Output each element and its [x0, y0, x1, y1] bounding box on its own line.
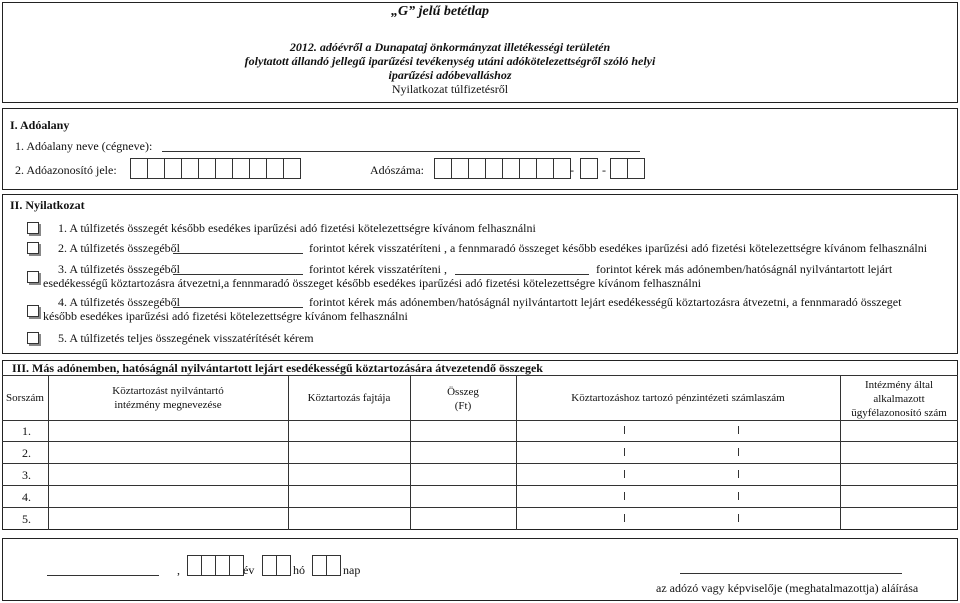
tax-number-dash-1: -: [570, 163, 574, 177]
col-header-szamla: Köztartozáshoz tartozó pénzintézeti számlaszám: [571, 392, 785, 404]
option-3-refund-field[interactable]: [173, 274, 303, 275]
header-line-4: Nyilatkozat túlfizetésről: [391, 82, 509, 96]
option-3-transfer-field[interactable]: [455, 274, 589, 275]
tax-id-cell[interactable]: [266, 158, 284, 179]
col-header-sorszam: Sorszám: [6, 392, 44, 404]
option-4-amount-field[interactable]: [173, 307, 303, 308]
option-2-text-a: 2. A túlfizetés összegéből: [58, 241, 180, 255]
account-dash: [738, 448, 739, 456]
section2-title: II. Nyilatkozat: [10, 198, 85, 212]
col-header-intezmeny-1: Köztartozást nyilvántartó: [112, 385, 224, 397]
amount-dash: [624, 514, 625, 522]
tax-id-cell[interactable]: [130, 158, 148, 179]
table-row-number: 2.: [22, 446, 31, 460]
date-year-cell[interactable]: [201, 555, 216, 576]
amount-dash: [624, 448, 625, 456]
col-header-azon-1: Intézmény által: [864, 379, 934, 391]
date-month-cell[interactable]: [262, 555, 277, 576]
tax-id-cell[interactable]: [232, 158, 250, 179]
table-row-number: 5.: [22, 512, 31, 526]
table-row: [2, 463, 958, 464]
tax-number-cell[interactable]: [580, 158, 598, 179]
option-2-checkbox[interactable]: [27, 242, 39, 254]
account-dash: [738, 514, 739, 522]
header-line-2: folytatott állandó jellegű iparűzési tevékenység utáni adókötelezettségről szóló helyi: [244, 54, 656, 68]
tax-id-cell[interactable]: [164, 158, 182, 179]
tax-id-cell[interactable]: [181, 158, 199, 179]
table-row: [2, 441, 958, 442]
header-line-3: iparűzési adóbevalláshoz: [388, 68, 512, 82]
tax-number-cell[interactable]: [536, 158, 554, 179]
date-month-cell[interactable]: [276, 555, 291, 576]
date-year-cell[interactable]: [187, 555, 202, 576]
tax-id-cell[interactable]: [215, 158, 233, 179]
option-1-checkbox[interactable]: [27, 222, 39, 234]
name-label: 1. Adóalany neve (cégneve):: [15, 139, 153, 153]
account-dash: [738, 492, 739, 500]
option-4-text-c: később esedékes iparűzési adó fizetési kötelezettségre kívánom felhasználni: [43, 309, 408, 323]
col-header-osszeg-1: Összeg: [447, 386, 479, 398]
tax-id-cell[interactable]: [147, 158, 165, 179]
section3-title: III. Más adónemben, hatóságnál nyilvántartott lejárt esedékességű köztartozására átvezetendő összegek: [12, 361, 543, 375]
year-label: év: [243, 563, 255, 577]
col-header-azon-3: ügyfélazonosító szám: [851, 407, 947, 419]
tax-number-cell[interactable]: [553, 158, 571, 179]
option-5-checkbox[interactable]: [27, 332, 39, 344]
col-header-intezmeny-2: intézmény megnevezése: [114, 399, 222, 411]
option-4-text-b: forintot kérek más adónemben/hatóságnál nyilvántartott lejárt esedékességű köztartozásra átvezetni, a fennmaradó összeget: [309, 295, 902, 309]
tax-number-cell[interactable]: [451, 158, 469, 179]
table-row-number: 4.: [22, 490, 31, 504]
tax-number-cell[interactable]: [434, 158, 452, 179]
option-2-text-b: forintot kérek visszatéríteni , a fennmaradó összeget később esedékes iparűzési adó fizetési kötelezettségre kívánom felhasználni: [309, 241, 928, 255]
header-line-1: 2012. adóévről a Dunapataj önkormányzat illetékességi területén: [289, 40, 611, 54]
name-field[interactable]: [162, 151, 640, 152]
option-5-text: 5. A túlfizetés teljes összegének visszatérítését kérem: [58, 331, 314, 345]
tax-id-label: 2. Adóazonosító jele:: [15, 163, 117, 177]
date-year-cell[interactable]: [215, 555, 230, 576]
tax-number-cell[interactable]: [627, 158, 645, 179]
col-header-osszeg-2: (Ft): [454, 400, 472, 412]
month-label: hó: [293, 563, 305, 577]
option-3-checkbox[interactable]: [27, 271, 39, 283]
option-3-text-a: 3. A túlfizetés összegéből: [58, 262, 180, 276]
amount-dash: [624, 470, 625, 478]
table-row: [2, 507, 958, 508]
table-row-number: 3.: [22, 468, 31, 482]
tax-number-cell[interactable]: [610, 158, 628, 179]
tax-number-label: Adószáma:: [370, 163, 424, 177]
tax-number-cell[interactable]: [519, 158, 537, 179]
col-header-azon-2: alkalmazott: [873, 393, 925, 405]
date-year-cell[interactable]: [229, 555, 244, 576]
option-4-text-a: 4. A túlfizetés összegéből: [58, 295, 180, 309]
place-field[interactable]: [47, 575, 159, 576]
place-comma: ,: [177, 563, 180, 577]
form-title: „G” jelű betétlap: [391, 4, 489, 19]
option-2-amount-field[interactable]: [173, 253, 303, 254]
tax-id-cell[interactable]: [283, 158, 301, 179]
table-row-number: 1.: [22, 424, 31, 438]
option-4-checkbox[interactable]: [27, 305, 39, 317]
signature-line[interactable]: [680, 573, 902, 574]
col-header-fajta: Köztartozás fajtája: [307, 392, 391, 404]
date-day-cell[interactable]: [312, 555, 327, 576]
tax-number-cell[interactable]: [502, 158, 520, 179]
option-3-text-c: forintot kérek más adónemben/hatóságnál nyilvántartott lejárt: [596, 262, 893, 276]
tax-id-cell[interactable]: [198, 158, 216, 179]
amount-dash: [624, 426, 625, 434]
day-label: nap: [343, 563, 361, 577]
option-3-text-d: esedékességű köztartozásra átvezetni,a fennmaradó összeget később esedékes iparűzési adó fizetési kötelezettségre kívánom felhasználni: [43, 276, 702, 290]
tax-number-cell[interactable]: [485, 158, 503, 179]
account-dash: [738, 426, 739, 434]
amount-dash: [624, 492, 625, 500]
tax-number-cell[interactable]: [468, 158, 486, 179]
table-header-bottom-rule: [2, 420, 958, 421]
table-header-top-rule: [2, 375, 958, 376]
section1-title: I. Adóalany: [10, 118, 70, 132]
signature-label: az adózó vagy képviselője (meghatalmazottja) aláírása: [656, 581, 919, 595]
option-3-text-b: forintot kérek visszatéríteni ,: [309, 262, 447, 276]
account-dash: [738, 470, 739, 478]
table-row: [2, 485, 958, 486]
tax-number-dash-2: -: [602, 163, 606, 177]
date-day-cell[interactable]: [326, 555, 341, 576]
tax-id-cell[interactable]: [249, 158, 267, 179]
option-1-text: 1. A túlfizetés összegét később esedékes iparűzési adó fizetési kötelezettségre kívánom felhasználni: [58, 221, 536, 235]
